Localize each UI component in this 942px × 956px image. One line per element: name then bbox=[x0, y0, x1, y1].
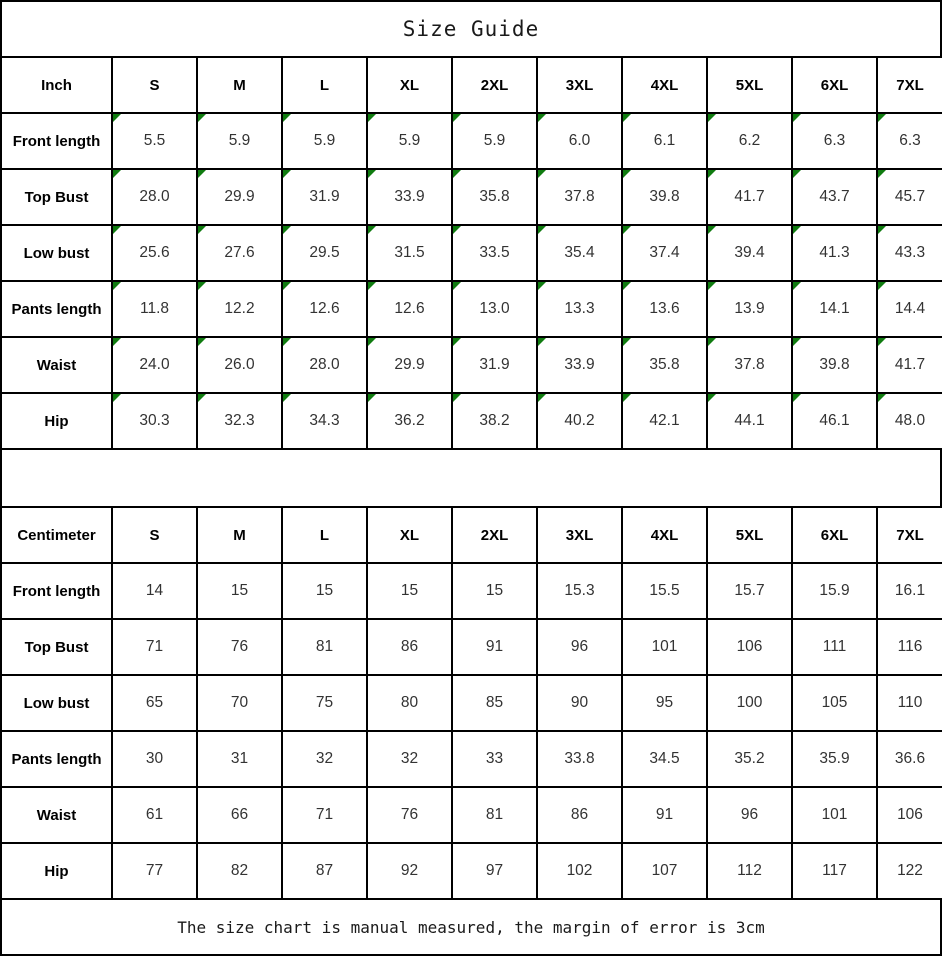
unit-header-cell: Centimeter bbox=[1, 507, 112, 563]
value-cell: 100 bbox=[707, 675, 792, 731]
value-cell: 13.6 bbox=[622, 281, 707, 337]
table-row bbox=[1, 731, 942, 787]
corner-flag-icon bbox=[538, 170, 546, 178]
value-cell: 31.5 bbox=[367, 225, 452, 281]
size-header-m: M bbox=[197, 507, 282, 563]
value-cell: 6.3 bbox=[792, 113, 877, 169]
value-cell: 70 bbox=[197, 675, 282, 731]
value-cell: 12.6 bbox=[282, 281, 367, 337]
corner-flag-icon bbox=[283, 226, 291, 234]
value-cell: 75 bbox=[282, 675, 367, 731]
corner-flag-icon bbox=[368, 226, 376, 234]
value-cell: 61 bbox=[112, 787, 197, 843]
value-cell: 101 bbox=[622, 619, 707, 675]
value-cell: 91 bbox=[452, 619, 537, 675]
size-header-3xl: 3XL bbox=[537, 507, 622, 563]
corner-flag-icon bbox=[708, 338, 716, 346]
corner-flag-icon bbox=[368, 394, 376, 402]
corner-flag-icon bbox=[708, 394, 716, 402]
value-cell: 33.8 bbox=[537, 731, 622, 787]
size-header-7xl: 7XL bbox=[877, 507, 942, 563]
value-cell: 12.6 bbox=[367, 281, 452, 337]
value-cell: 97 bbox=[452, 843, 537, 899]
value-cell: 5.9 bbox=[452, 113, 537, 169]
value-cell: 33.9 bbox=[537, 337, 622, 393]
value-cell: 13.0 bbox=[452, 281, 537, 337]
corner-flag-icon bbox=[793, 226, 801, 234]
size-header-2xl: 2XL bbox=[452, 507, 537, 563]
value-cell: 85 bbox=[452, 675, 537, 731]
corner-flag-icon bbox=[283, 170, 291, 178]
value-cell: 71 bbox=[282, 787, 367, 843]
value-cell: 30 bbox=[112, 731, 197, 787]
value-cell: 65 bbox=[112, 675, 197, 731]
value-cell: 105 bbox=[792, 675, 877, 731]
measurement-label: Top Bust bbox=[1, 169, 112, 225]
value-cell: 31 bbox=[197, 731, 282, 787]
corner-flag-icon bbox=[368, 282, 376, 290]
footer-note: The size chart is manual measured, the margin of error is 3cm bbox=[0, 900, 942, 956]
measurement-label: Front length bbox=[1, 563, 112, 619]
value-cell: 87 bbox=[282, 843, 367, 899]
corner-flag-icon bbox=[453, 114, 461, 122]
corner-flag-icon bbox=[878, 114, 886, 122]
table-row bbox=[1, 619, 942, 675]
value-cell: 96 bbox=[707, 787, 792, 843]
measurement-label: Low bust bbox=[1, 225, 112, 281]
value-cell: 41.7 bbox=[707, 169, 792, 225]
size-header-3xl: 3XL bbox=[537, 57, 622, 113]
value-cell: 15 bbox=[367, 563, 452, 619]
value-cell: 33.9 bbox=[367, 169, 452, 225]
value-cell: 112 bbox=[707, 843, 792, 899]
value-cell: 32 bbox=[367, 731, 452, 787]
value-cell: 37.8 bbox=[707, 337, 792, 393]
value-cell: 5.5 bbox=[112, 113, 197, 169]
corner-flag-icon bbox=[453, 394, 461, 402]
corner-flag-icon bbox=[453, 338, 461, 346]
corner-flag-icon bbox=[623, 282, 631, 290]
value-cell: 14.1 bbox=[792, 281, 877, 337]
value-cell: 43.7 bbox=[792, 169, 877, 225]
value-cell: 90 bbox=[537, 675, 622, 731]
corner-flag-icon bbox=[453, 226, 461, 234]
value-cell: 76 bbox=[197, 619, 282, 675]
value-cell: 44.1 bbox=[707, 393, 792, 449]
value-cell: 39.4 bbox=[707, 225, 792, 281]
value-cell: 82 bbox=[197, 843, 282, 899]
value-cell: 29.5 bbox=[282, 225, 367, 281]
header-row bbox=[1, 57, 942, 113]
unit-header-cell: Inch bbox=[1, 57, 112, 113]
value-cell: 39.8 bbox=[622, 169, 707, 225]
value-cell: 16.1 bbox=[877, 563, 942, 619]
value-cell: 15 bbox=[452, 563, 537, 619]
value-cell: 101 bbox=[792, 787, 877, 843]
value-cell: 35.2 bbox=[707, 731, 792, 787]
corner-flag-icon bbox=[538, 114, 546, 122]
corner-flag-icon bbox=[113, 394, 121, 402]
value-cell: 11.8 bbox=[112, 281, 197, 337]
value-cell: 45.7 bbox=[877, 169, 942, 225]
centimeter-size-table bbox=[0, 506, 942, 900]
table-row bbox=[1, 113, 942, 169]
size-header-xl: XL bbox=[367, 507, 452, 563]
value-cell: 66 bbox=[197, 787, 282, 843]
value-cell: 86 bbox=[367, 619, 452, 675]
corner-flag-icon bbox=[793, 338, 801, 346]
corner-flag-icon bbox=[793, 114, 801, 122]
value-cell: 27.6 bbox=[197, 225, 282, 281]
value-cell: 15.3 bbox=[537, 563, 622, 619]
value-cell: 117 bbox=[792, 843, 877, 899]
corner-flag-icon bbox=[113, 226, 121, 234]
table-row bbox=[1, 675, 942, 731]
value-cell: 96 bbox=[537, 619, 622, 675]
value-cell: 35.8 bbox=[622, 337, 707, 393]
value-cell: 122 bbox=[877, 843, 942, 899]
value-cell: 28.0 bbox=[282, 337, 367, 393]
corner-flag-icon bbox=[198, 338, 206, 346]
corner-flag-icon bbox=[538, 282, 546, 290]
corner-flag-icon bbox=[538, 338, 546, 346]
table-row bbox=[1, 337, 942, 393]
inch-size-table bbox=[0, 56, 942, 450]
size-header-s: S bbox=[112, 507, 197, 563]
corner-flag-icon bbox=[878, 282, 886, 290]
measurement-label: Low bust bbox=[1, 675, 112, 731]
value-cell: 35.4 bbox=[537, 225, 622, 281]
value-cell: 6.0 bbox=[537, 113, 622, 169]
corner-flag-icon bbox=[198, 114, 206, 122]
corner-flag-icon bbox=[368, 338, 376, 346]
value-cell: 41.3 bbox=[792, 225, 877, 281]
corner-flag-icon bbox=[198, 394, 206, 402]
value-cell: 35.9 bbox=[792, 731, 877, 787]
value-cell: 6.1 bbox=[622, 113, 707, 169]
value-cell: 6.3 bbox=[877, 113, 942, 169]
measurement-label: Top Bust bbox=[1, 619, 112, 675]
header-row bbox=[1, 507, 942, 563]
corner-flag-icon bbox=[708, 282, 716, 290]
corner-flag-icon bbox=[708, 170, 716, 178]
corner-flag-icon bbox=[453, 282, 461, 290]
size-header-7xl: 7XL bbox=[877, 57, 942, 113]
size-header-s: S bbox=[112, 57, 197, 113]
corner-flag-icon bbox=[538, 226, 546, 234]
value-cell: 25.6 bbox=[112, 225, 197, 281]
corner-flag-icon bbox=[623, 114, 631, 122]
corner-flag-icon bbox=[878, 338, 886, 346]
corner-flag-icon bbox=[623, 338, 631, 346]
table-row bbox=[1, 393, 942, 449]
value-cell: 13.9 bbox=[707, 281, 792, 337]
value-cell: 36.6 bbox=[877, 731, 942, 787]
corner-flag-icon bbox=[793, 394, 801, 402]
value-cell: 34.5 bbox=[622, 731, 707, 787]
value-cell: 31.9 bbox=[452, 337, 537, 393]
value-cell: 28.0 bbox=[112, 169, 197, 225]
value-cell: 5.9 bbox=[282, 113, 367, 169]
size-header-m: M bbox=[197, 57, 282, 113]
value-cell: 14 bbox=[112, 563, 197, 619]
value-cell: 37.8 bbox=[537, 169, 622, 225]
value-cell: 76 bbox=[367, 787, 452, 843]
size-header-l: L bbox=[282, 507, 367, 563]
measurement-label: Front length bbox=[1, 113, 112, 169]
size-header-4xl: 4XL bbox=[622, 507, 707, 563]
value-cell: 12.2 bbox=[197, 281, 282, 337]
value-cell: 14.4 bbox=[877, 281, 942, 337]
table-row bbox=[1, 563, 942, 619]
value-cell: 110 bbox=[877, 675, 942, 731]
table-row bbox=[1, 281, 942, 337]
corner-flag-icon bbox=[708, 114, 716, 122]
value-cell: 36.2 bbox=[367, 393, 452, 449]
value-cell: 81 bbox=[452, 787, 537, 843]
corner-flag-icon bbox=[878, 226, 886, 234]
corner-flag-icon bbox=[283, 282, 291, 290]
value-cell: 71 bbox=[112, 619, 197, 675]
value-cell: 102 bbox=[537, 843, 622, 899]
value-cell: 95 bbox=[622, 675, 707, 731]
value-cell: 5.9 bbox=[197, 113, 282, 169]
value-cell: 86 bbox=[537, 787, 622, 843]
value-cell: 35.8 bbox=[452, 169, 537, 225]
size-header-5xl: 5XL bbox=[707, 507, 792, 563]
size-header-5xl: 5XL bbox=[707, 57, 792, 113]
value-cell: 107 bbox=[622, 843, 707, 899]
corner-flag-icon bbox=[113, 338, 121, 346]
value-cell: 24.0 bbox=[112, 337, 197, 393]
value-cell: 41.7 bbox=[877, 337, 942, 393]
value-cell: 81 bbox=[282, 619, 367, 675]
size-header-6xl: 6XL bbox=[792, 507, 877, 563]
value-cell: 48.0 bbox=[877, 393, 942, 449]
corner-flag-icon bbox=[113, 114, 121, 122]
value-cell: 15.5 bbox=[622, 563, 707, 619]
measurement-label: Waist bbox=[1, 787, 112, 843]
size-header-2xl: 2XL bbox=[452, 57, 537, 113]
corner-flag-icon bbox=[283, 114, 291, 122]
corner-flag-icon bbox=[198, 170, 206, 178]
corner-flag-icon bbox=[623, 170, 631, 178]
value-cell: 32 bbox=[282, 731, 367, 787]
corner-flag-icon bbox=[113, 170, 121, 178]
corner-flag-icon bbox=[283, 394, 291, 402]
measurement-label: Waist bbox=[1, 337, 112, 393]
corner-flag-icon bbox=[623, 394, 631, 402]
value-cell: 32.3 bbox=[197, 393, 282, 449]
value-cell: 15.7 bbox=[707, 563, 792, 619]
corner-flag-icon bbox=[283, 338, 291, 346]
value-cell: 91 bbox=[622, 787, 707, 843]
value-cell: 33.5 bbox=[452, 225, 537, 281]
value-cell: 5.9 bbox=[367, 113, 452, 169]
value-cell: 29.9 bbox=[367, 337, 452, 393]
corner-flag-icon bbox=[113, 282, 121, 290]
corner-flag-icon bbox=[793, 282, 801, 290]
corner-flag-icon bbox=[623, 226, 631, 234]
corner-flag-icon bbox=[793, 170, 801, 178]
table-row bbox=[1, 225, 942, 281]
size-header-6xl: 6XL bbox=[792, 57, 877, 113]
corner-flag-icon bbox=[708, 226, 716, 234]
corner-flag-icon bbox=[198, 226, 206, 234]
measurement-label: Hip bbox=[1, 393, 112, 449]
corner-flag-icon bbox=[878, 170, 886, 178]
corner-flag-icon bbox=[453, 170, 461, 178]
table-row bbox=[1, 843, 942, 899]
table-row bbox=[1, 787, 942, 843]
value-cell: 92 bbox=[367, 843, 452, 899]
size-header-xl: XL bbox=[367, 57, 452, 113]
value-cell: 42.1 bbox=[622, 393, 707, 449]
value-cell: 39.8 bbox=[792, 337, 877, 393]
value-cell: 106 bbox=[877, 787, 942, 843]
measurement-label: Pants length bbox=[1, 731, 112, 787]
value-cell: 33 bbox=[452, 731, 537, 787]
size-header-l: L bbox=[282, 57, 367, 113]
value-cell: 34.3 bbox=[282, 393, 367, 449]
value-cell: 30.3 bbox=[112, 393, 197, 449]
corner-flag-icon bbox=[878, 394, 886, 402]
value-cell: 116 bbox=[877, 619, 942, 675]
value-cell: 46.1 bbox=[792, 393, 877, 449]
value-cell: 38.2 bbox=[452, 393, 537, 449]
value-cell: 15 bbox=[282, 563, 367, 619]
size-header-4xl: 4XL bbox=[622, 57, 707, 113]
table-row bbox=[1, 169, 942, 225]
corner-flag-icon bbox=[198, 282, 206, 290]
value-cell: 6.2 bbox=[707, 113, 792, 169]
page-title: Size Guide bbox=[0, 0, 942, 56]
value-cell: 15 bbox=[197, 563, 282, 619]
value-cell: 31.9 bbox=[282, 169, 367, 225]
value-cell: 80 bbox=[367, 675, 452, 731]
value-cell: 13.3 bbox=[537, 281, 622, 337]
value-cell: 106 bbox=[707, 619, 792, 675]
value-cell: 40.2 bbox=[537, 393, 622, 449]
corner-flag-icon bbox=[368, 114, 376, 122]
measurement-label: Hip bbox=[1, 843, 112, 899]
value-cell: 77 bbox=[112, 843, 197, 899]
value-cell: 111 bbox=[792, 619, 877, 675]
table-gap bbox=[0, 450, 942, 506]
value-cell: 37.4 bbox=[622, 225, 707, 281]
corner-flag-icon bbox=[538, 394, 546, 402]
value-cell: 43.3 bbox=[877, 225, 942, 281]
corner-flag-icon bbox=[368, 170, 376, 178]
value-cell: 26.0 bbox=[197, 337, 282, 393]
value-cell: 29.9 bbox=[197, 169, 282, 225]
measurement-label: Pants length bbox=[1, 281, 112, 337]
value-cell: 15.9 bbox=[792, 563, 877, 619]
